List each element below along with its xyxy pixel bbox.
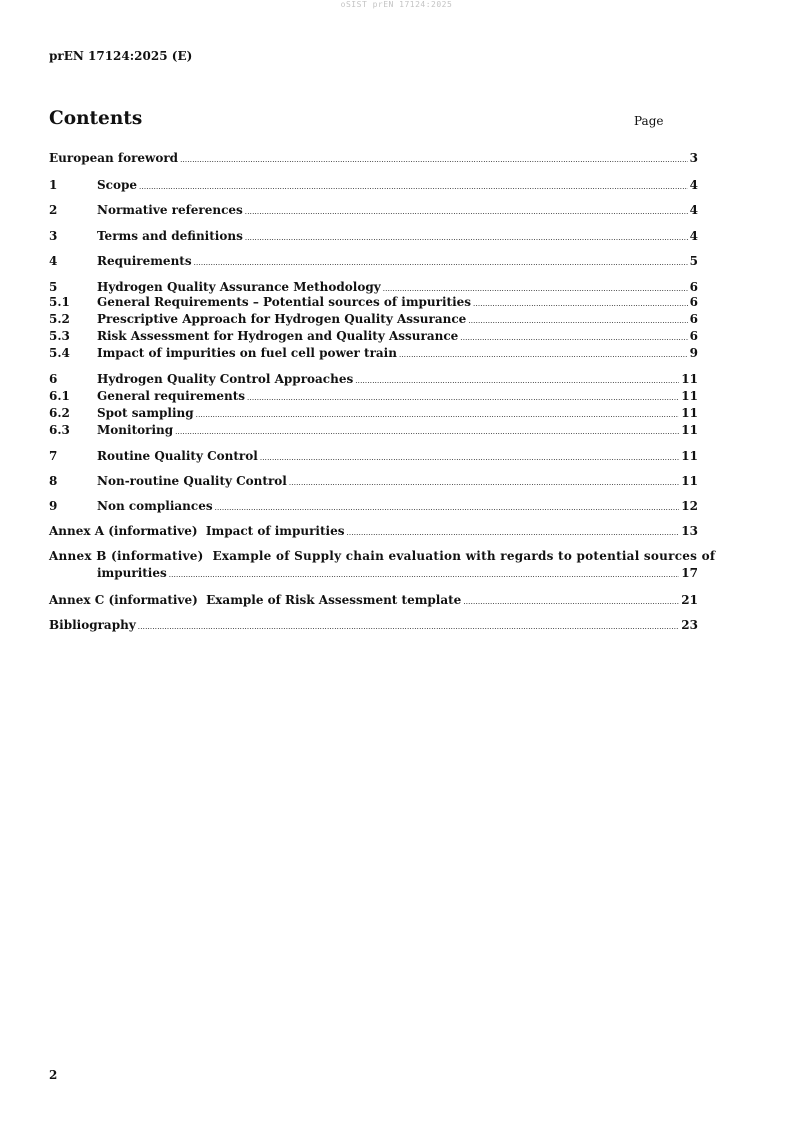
- toc-entry-page: 17: [681, 566, 698, 580]
- toc-entry-terms-and-definitions[interactable]: [49, 229, 698, 243]
- leader-dots: [473, 297, 688, 311]
- toc-entry-page: 11: [681, 474, 698, 488]
- toc-entry-number: 6.2: [49, 406, 70, 420]
- toc-entry-number: 9: [49, 499, 58, 513]
- toc-entry-title: Spot sampling: [97, 406, 194, 420]
- toc-entry-title: Monitoring: [97, 423, 174, 437]
- toc-entry-non-routine-quality-control[interactable]: [49, 474, 698, 488]
- toc-entry-page: 4: [689, 178, 698, 192]
- leader-dots: [245, 231, 688, 245]
- toc-entry-title: Normative references: [97, 203, 243, 217]
- leader-dots: [355, 374, 679, 388]
- toc-entry-page: 5: [689, 254, 698, 268]
- toc-entry-page: 3: [689, 151, 698, 165]
- leader-dots: [468, 314, 687, 328]
- toc-entry-6-2[interactable]: [49, 406, 698, 420]
- toc-entry-number: 5.3: [49, 329, 70, 343]
- toc-entry-page: 6: [689, 280, 698, 294]
- leader-dots: [180, 153, 688, 167]
- toc-entry-bibliography[interactable]: [49, 618, 698, 632]
- toc-entry-title: Hydrogen Quality Control Approaches: [97, 372, 354, 386]
- toc-entry-page: 4: [689, 203, 698, 217]
- leader-dots: [169, 568, 680, 582]
- page-number: 2: [49, 1068, 58, 1082]
- document-id: prEN 17124:2025 (E): [49, 49, 193, 63]
- page-column-heading: Page: [634, 114, 664, 128]
- toc-entry-title: Impact of impurities on fuel cell power train: [97, 346, 397, 360]
- leader-dots: [260, 451, 679, 465]
- toc-entry-number: 5.2: [49, 312, 70, 326]
- contents-title: Contents: [49, 108, 143, 129]
- toc-entry-quality-control-approaches[interactable]: [49, 372, 698, 386]
- toc-entry-european-foreword[interactable]: [49, 151, 698, 165]
- toc-entry-title-continued: impurities: [97, 566, 167, 580]
- toc-entry-number: 2: [49, 203, 58, 217]
- toc-entry-annex-c[interactable]: [49, 593, 698, 607]
- toc-entry-number: 4: [49, 254, 58, 268]
- leader-dots: [346, 526, 679, 540]
- toc-entry-5-3[interactable]: [49, 329, 698, 343]
- leader-dots: [196, 408, 680, 422]
- toc-entry-title: Annex B (informative) Example of Supply chain evaluation with regards to potential sources of: [49, 549, 716, 563]
- toc-entry-page: 9: [689, 346, 698, 360]
- leader-dots: [215, 501, 680, 515]
- leader-dots: [139, 180, 688, 194]
- toc-entry-title: Non compliances: [97, 499, 213, 513]
- toc-entry-scope[interactable]: [49, 178, 698, 192]
- leader-dots: [463, 595, 679, 609]
- toc-entry-annex-b-continued[interactable]: [49, 566, 698, 580]
- toc-entry-number: 8: [49, 474, 58, 488]
- toc-entry-title: Scope: [97, 178, 138, 192]
- toc-entry-hydrogen-quality-assurance[interactable]: [49, 280, 698, 294]
- toc-entry-number: 1: [49, 178, 58, 192]
- toc-entry-requirements[interactable]: [49, 254, 698, 268]
- toc-entry-5-2[interactable]: [49, 312, 698, 326]
- leader-dots: [383, 282, 688, 296]
- toc-entry-title: General requirements: [97, 389, 246, 403]
- toc-entry-title: Annex C (informative) Example of Risk Assessment template: [49, 593, 462, 607]
- toc-entry-number: 6.1: [49, 389, 70, 403]
- toc-entry-title: General Requirements – Potential sources of impurities: [97, 295, 472, 309]
- toc-entry-6-3[interactable]: [49, 423, 698, 437]
- leader-dots: [289, 476, 679, 490]
- toc-entry-routine-quality-control[interactable]: [49, 449, 698, 463]
- toc-entry-page: 11: [681, 389, 698, 403]
- toc-entry-number: 6.3: [49, 423, 70, 437]
- toc-entry-page: 11: [681, 423, 698, 437]
- toc-entry-number: 7: [49, 449, 58, 463]
- toc-entry-page: 11: [681, 406, 698, 420]
- leader-dots: [460, 331, 687, 345]
- toc-entry-5-1[interactable]: [49, 295, 698, 309]
- toc-entry-page: 13: [681, 524, 698, 538]
- leader-dots: [138, 620, 680, 634]
- toc-entry-title: Non-routine Quality Control: [97, 474, 287, 488]
- leader-dots: [175, 425, 679, 439]
- toc-entry-page: 21: [681, 593, 698, 607]
- toc-entry-page: 6: [689, 312, 698, 326]
- toc-entry-title: Prescriptive Approach for Hydrogen Quality Assurance: [97, 312, 467, 326]
- leader-dots: [194, 256, 688, 270]
- toc-entry-title: Annex A (informative) Impact of impurities: [49, 524, 345, 538]
- toc-entry-title: European foreword: [49, 151, 179, 165]
- toc-entry-page: 11: [681, 449, 698, 463]
- toc-entry-title: Requirements: [97, 254, 192, 268]
- toc-entry-page: 12: [681, 499, 698, 513]
- toc-entry-title: Bibliography: [49, 618, 136, 632]
- toc-entry-5-4[interactable]: [49, 346, 698, 360]
- leader-dots: [399, 348, 688, 362]
- toc-entry-annex-b[interactable]: [49, 549, 716, 563]
- toc-entry-page: 6: [689, 295, 698, 309]
- toc-entry-non-compliances[interactable]: [49, 499, 698, 513]
- toc-entry-6-1[interactable]: [49, 389, 698, 403]
- toc-entry-title: Terms and definitions: [97, 229, 243, 243]
- toc-entry-title: Hydrogen Quality Assurance Methodology: [97, 280, 381, 294]
- toc-entry-title: Risk Assessment for Hydrogen and Quality Assurance: [97, 329, 459, 343]
- toc-entry-page: 6: [689, 329, 698, 343]
- toc-entry-number: 5.4: [49, 346, 70, 360]
- watermark: oSIST prEN 17124:2025: [340, 0, 453, 9]
- toc-entry-page: 11: [681, 372, 698, 386]
- toc-entry-title: Routine Quality Control: [97, 449, 258, 463]
- toc-entry-page: 23: [681, 618, 698, 632]
- toc-entry-number: 5.1: [49, 295, 70, 309]
- toc-entry-number: 3: [49, 229, 58, 243]
- toc-entry-number: 6: [49, 372, 58, 386]
- toc-entry-number: 5: [49, 280, 58, 294]
- leader-dots: [247, 391, 679, 405]
- toc-entry-annex-a[interactable]: [49, 524, 698, 538]
- leader-dots: [245, 205, 688, 219]
- toc-entry-normative-references[interactable]: [49, 203, 698, 217]
- toc-entry-page: 4: [689, 229, 698, 243]
